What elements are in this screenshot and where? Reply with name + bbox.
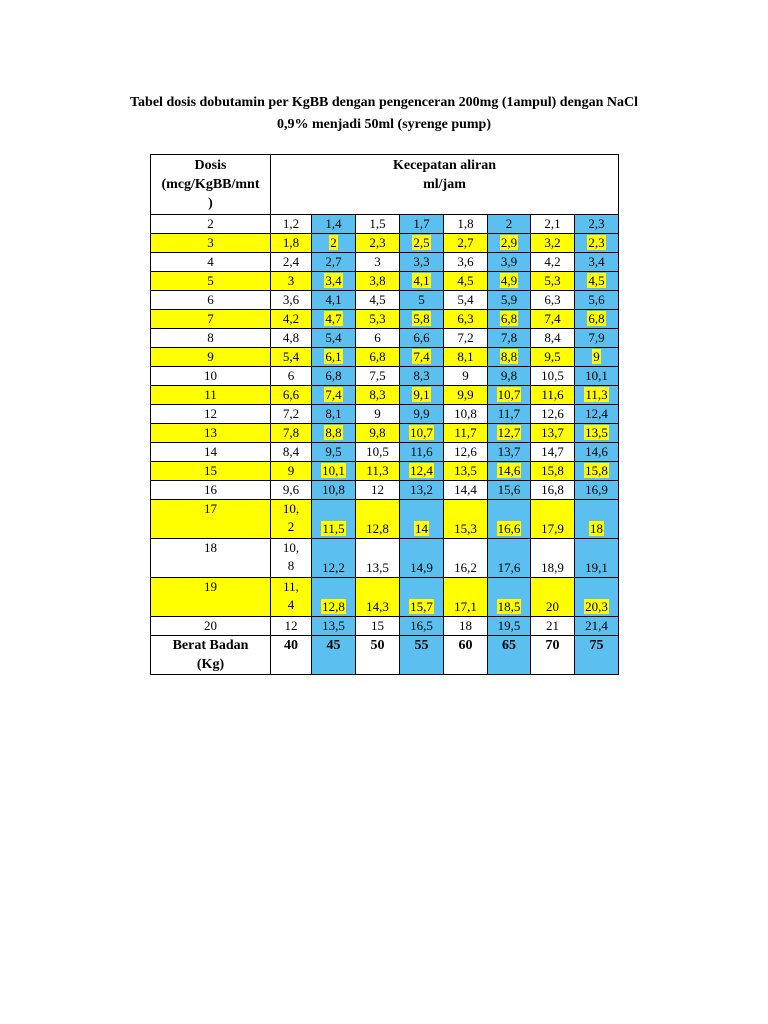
rate-cell [575, 500, 619, 539]
rate-cell [488, 481, 531, 500]
rate-cell: 15,8 [531, 462, 575, 481]
rate-value: 16,6 [497, 521, 521, 536]
rate-value: 18 [590, 521, 603, 536]
rate-value: 14 [415, 521, 428, 536]
rate-cell-line-1: 10, [282, 501, 300, 516]
rate-cell [312, 443, 356, 462]
rate-cell [312, 348, 356, 367]
rate-cell: 9 [271, 462, 312, 481]
rate-cell [312, 500, 356, 539]
rate-cell: 15,3 [444, 500, 488, 539]
rate-cell [400, 272, 444, 291]
rate-cell [312, 215, 356, 234]
table-row [151, 424, 619, 443]
rate-value: 9 [593, 349, 600, 364]
rate-cell: 9,8 [356, 424, 400, 443]
rate-cell [575, 348, 619, 367]
dose-column-header [151, 155, 271, 215]
rate-cell [400, 367, 444, 386]
table-row [151, 291, 619, 310]
rate-cell-line-2: 8 [287, 558, 295, 573]
rate-cell: 8,4 [531, 329, 575, 348]
rate-value: 3,3 [413, 254, 430, 269]
rate-value: 8,8 [500, 349, 518, 364]
rate-value: 13,7 [497, 444, 521, 459]
rate-value: 13,2 [410, 482, 433, 497]
rate-value: 9,5 [325, 444, 342, 459]
weight-cell: 75 [575, 636, 619, 675]
rate-cell: 4,5 [444, 272, 488, 291]
rate-cell: 1,8 [271, 234, 312, 253]
weight-cell: 60 [444, 636, 488, 675]
rate-cell [400, 386, 444, 405]
rate-cell: 1,2 [271, 215, 312, 234]
table-row [151, 215, 619, 234]
rate-cell [312, 539, 356, 578]
rate-value: 2 [330, 235, 337, 250]
rate-value: 10,1 [585, 368, 608, 383]
rate-value: 6,6 [413, 330, 430, 345]
rate-cell: 14,7 [531, 443, 575, 462]
rate-value: 5,6 [588, 292, 605, 307]
rate-cell: 11,6 [531, 386, 575, 405]
rate-cell: 3 [356, 253, 400, 272]
rate-header-line-1: Kecepatan aliran [392, 158, 497, 173]
rate-cell: 10,5 [356, 443, 400, 462]
rate-cell [400, 329, 444, 348]
rate-value: 6,8 [588, 311, 605, 326]
rate-value: 2,7 [325, 254, 342, 269]
rate-value: 7,4 [325, 387, 342, 402]
rate-cell [575, 272, 619, 291]
rate-cell: 20 [531, 578, 575, 617]
rate-cell: 8,1 [444, 348, 488, 367]
rate-value: 9,1 [413, 387, 430, 402]
rate-cell: 6,3 [444, 310, 488, 329]
rate-value: 12,4 [410, 463, 433, 478]
weight-label-line-1: Berat Badan [172, 638, 249, 653]
table-row [151, 253, 619, 272]
rate-cell [488, 253, 531, 272]
rate-cell [400, 424, 444, 443]
rate-cell: 3,6 [444, 253, 488, 272]
rate-cell: 2,1 [531, 215, 575, 234]
rate-cell: 1,8 [444, 215, 488, 234]
rate-cell [488, 234, 531, 253]
rate-value: 19,1 [585, 560, 608, 575]
rate-cell [488, 617, 531, 636]
title-line-1: Tabel dosis dobutamin per KgBB dengan pengenceran 200mg (1ampul) dengan NaCl [130, 95, 638, 110]
rate-value: 9,9 [413, 406, 430, 421]
rate-value: 6,8 [500, 311, 518, 326]
rate-cell [312, 272, 356, 291]
rate-cell [400, 310, 444, 329]
rate-cell: 16,2 [444, 539, 488, 578]
dose-cell: 16 [151, 481, 271, 500]
rate-cell: 13,5 [356, 539, 400, 578]
rate-cell: 2,3 [356, 234, 400, 253]
dose-cell: 13 [151, 424, 271, 443]
rate-value: 9,8 [500, 368, 518, 383]
rate-cell: 5,3 [356, 310, 400, 329]
dose-cell: 17 [151, 500, 271, 539]
rate-value: 11,6 [410, 444, 433, 459]
rate-value: 15,6 [497, 482, 521, 497]
rate-cell: 6,3 [531, 291, 575, 310]
rate-cell [575, 310, 619, 329]
table-row [151, 405, 619, 424]
rate-cell [488, 367, 531, 386]
rate-cell [271, 578, 312, 617]
rate-cell: 6 [271, 367, 312, 386]
rate-cell [400, 234, 444, 253]
rate-cell: 12,8 [356, 500, 400, 539]
rate-cell: 11,3 [356, 462, 400, 481]
rate-value: 19,5 [497, 618, 521, 633]
rate-cell: 16,8 [531, 481, 575, 500]
rate-cell [271, 539, 312, 578]
rate-value: 3,4 [325, 273, 342, 288]
rate-cell [312, 481, 356, 500]
rate-value: 7,4 [413, 349, 430, 364]
rate-cell [488, 443, 531, 462]
rate-value: 10,7 [410, 425, 433, 440]
dose-cell: 19 [151, 578, 271, 617]
rate-value: 12,7 [497, 425, 521, 440]
rate-cell: 4,5 [356, 291, 400, 310]
rate-value: 20,3 [585, 599, 608, 614]
rate-cell [400, 253, 444, 272]
rate-cell: 15 [356, 617, 400, 636]
table-row [151, 443, 619, 462]
rate-cell: 5,4 [444, 291, 488, 310]
dose-header-line-2: (mcg/KgBB/mnt [161, 177, 260, 192]
rate-cell [575, 539, 619, 578]
dose-cell: 8 [151, 329, 271, 348]
rate-cell [488, 348, 531, 367]
rate-cell [575, 234, 619, 253]
rate-cell-line-1: 11, [283, 579, 299, 594]
rate-cell [312, 329, 356, 348]
rate-cell: 4,8 [271, 329, 312, 348]
dose-header-line-1: Dosis [194, 158, 227, 173]
weight-row [151, 636, 619, 675]
rate-value: 10,8 [322, 482, 345, 497]
rate-value: 5,9 [500, 292, 518, 307]
rate-value: 2,3 [588, 216, 605, 231]
dose-header-line-3: ) [208, 196, 213, 211]
rate-cell [488, 500, 531, 539]
rate-value: 7,8 [500, 330, 518, 345]
rate-value: 2,9 [500, 235, 518, 250]
rate-value: 10,7 [497, 387, 521, 402]
dose-cell: 10 [151, 367, 271, 386]
rate-cell: 9 [444, 367, 488, 386]
rate-cell: 2,4 [271, 253, 312, 272]
rate-cell [312, 578, 356, 617]
dose-cell: 12 [151, 405, 271, 424]
rate-value: 5,8 [413, 311, 430, 326]
rate-cell [400, 462, 444, 481]
rate-cell: 7,2 [444, 329, 488, 348]
rate-cell: 3,2 [531, 234, 575, 253]
rate-cell [312, 424, 356, 443]
rate-cell: 8,3 [356, 386, 400, 405]
rate-cell-line-2: 4 [287, 597, 295, 612]
rate-value: 3,9 [500, 254, 518, 269]
rate-cell: 6,6 [271, 386, 312, 405]
rate-cell: 3,6 [271, 291, 312, 310]
rate-value: 12,8 [322, 599, 345, 614]
table-row [151, 481, 619, 500]
dose-cell: 6 [151, 291, 271, 310]
rate-value: 4,7 [325, 311, 342, 326]
rate-cell [575, 367, 619, 386]
rate-cell: 4,2 [531, 253, 575, 272]
rate-cell [488, 310, 531, 329]
weight-cell: 70 [531, 636, 575, 675]
rate-cell [575, 291, 619, 310]
rate-cell: 7,2 [271, 405, 312, 424]
rate-value: 8,3 [413, 368, 430, 383]
rate-cell: 3,8 [356, 272, 400, 291]
rate-value: 2,5 [413, 235, 430, 250]
rate-value: 14,6 [497, 463, 521, 478]
rate-cell: 9,6 [271, 481, 312, 500]
rate-cell: 18,9 [531, 539, 575, 578]
rate-cell: 3 [271, 272, 312, 291]
rate-value: 4,1 [325, 292, 342, 307]
rate-cell [488, 424, 531, 443]
rate-value: 11,3 [585, 387, 608, 402]
rate-cell [312, 310, 356, 329]
rate-cell: 5,4 [271, 348, 312, 367]
rate-cell: 12,6 [444, 443, 488, 462]
rate-cell: 12,6 [531, 405, 575, 424]
rate-cell [575, 578, 619, 617]
rate-value: 11,7 [497, 406, 521, 421]
rate-cell: 6,8 [356, 348, 400, 367]
rate-value: 4,9 [500, 273, 518, 288]
dose-cell: 2 [151, 215, 271, 234]
rate-value: 21,4 [585, 618, 608, 633]
rate-cell [312, 253, 356, 272]
rate-value: 11,5 [322, 521, 345, 536]
weight-cell: 45 [312, 636, 356, 675]
rate-cell [400, 539, 444, 578]
rate-cell: 9,5 [531, 348, 575, 367]
dose-cell: 18 [151, 539, 271, 578]
rate-cell: 1,5 [356, 215, 400, 234]
dose-cell: 4 [151, 253, 271, 272]
rate-cell: 18 [444, 617, 488, 636]
table-row [151, 310, 619, 329]
rate-cell [312, 234, 356, 253]
rate-cell [400, 291, 444, 310]
rate-cell [488, 215, 531, 234]
rate-cell [312, 291, 356, 310]
dose-cell: 11 [151, 386, 271, 405]
rate-value: 17,6 [497, 560, 521, 575]
rate-value: 6,1 [325, 349, 342, 364]
rate-cell [575, 386, 619, 405]
table-row [151, 617, 619, 636]
rate-cell: 9,9 [444, 386, 488, 405]
rate-value: 5,4 [325, 330, 342, 345]
rate-value: 10,1 [322, 463, 345, 478]
dose-cell: 9 [151, 348, 271, 367]
rate-value: 1,7 [413, 216, 430, 231]
rate-cell [575, 405, 619, 424]
table-body [151, 215, 619, 636]
rate-cell [312, 462, 356, 481]
rate-value: 8,8 [325, 425, 342, 440]
rate-header-line-2: ml/jam [423, 177, 466, 192]
rate-cell: 12 [271, 617, 312, 636]
rate-cell: 4,2 [271, 310, 312, 329]
rate-value: 15,8 [585, 463, 608, 478]
rate-value: 7,9 [588, 330, 605, 345]
rate-cell [312, 386, 356, 405]
rate-cell [488, 462, 531, 481]
rate-cell-line-1: 10, [282, 540, 300, 555]
rate-cell [575, 329, 619, 348]
rate-cell: 7,4 [531, 310, 575, 329]
weight-label-line-2: (Kg) [196, 657, 225, 672]
dose-cell: 15 [151, 462, 271, 481]
rate-cell [488, 272, 531, 291]
rate-value: 2 [505, 216, 513, 231]
dose-cell: 7 [151, 310, 271, 329]
rate-value: 16,5 [410, 618, 433, 633]
rate-value: 3,4 [588, 254, 605, 269]
rate-cell: 7,5 [356, 367, 400, 386]
rate-cell [575, 617, 619, 636]
rate-cell [488, 539, 531, 578]
weight-cell: 40 [271, 636, 312, 675]
rate-cell [575, 215, 619, 234]
rate-cell: 12 [356, 481, 400, 500]
rate-value: 2,3 [588, 235, 605, 250]
rate-cell: 13,5 [444, 462, 488, 481]
dose-cell: 3 [151, 234, 271, 253]
rate-cell [575, 481, 619, 500]
rate-value: 18,5 [497, 599, 521, 614]
rate-cell [488, 578, 531, 617]
rate-cell [488, 405, 531, 424]
table-row [151, 348, 619, 367]
rate-cell: 17,9 [531, 500, 575, 539]
rate-cell [400, 405, 444, 424]
rate-cell: 14,4 [444, 481, 488, 500]
rate-value: 15,7 [410, 599, 433, 614]
rate-value: 4,1 [413, 273, 430, 288]
rate-cell: 9 [356, 405, 400, 424]
rate-value: 13,5 [322, 618, 345, 633]
rate-cell [271, 500, 312, 539]
rate-cell [575, 462, 619, 481]
document-title [100, 92, 668, 136]
rate-cell: 10,8 [444, 405, 488, 424]
rate-cell: 2,7 [444, 234, 488, 253]
rate-value: 4,5 [588, 273, 605, 288]
rate-value: 14,6 [585, 444, 608, 459]
rate-cell: 5,3 [531, 272, 575, 291]
rate-cell: 17,1 [444, 578, 488, 617]
weight-cell: 65 [488, 636, 531, 675]
dose-cell: 14 [151, 443, 271, 462]
rate-cell: 6 [356, 329, 400, 348]
rate-cell: 14,3 [356, 578, 400, 617]
table-row [151, 500, 619, 539]
rate-cell [400, 215, 444, 234]
rate-cell: 8,4 [271, 443, 312, 462]
rate-cell [488, 291, 531, 310]
rate-cell [400, 617, 444, 636]
rate-cell [400, 348, 444, 367]
rate-cell [400, 443, 444, 462]
rate-value: 12,4 [585, 406, 608, 421]
rate-value: 1,4 [325, 216, 342, 231]
rate-cell: 13,7 [531, 424, 575, 443]
weight-cell: 50 [356, 636, 400, 675]
rate-cell [312, 617, 356, 636]
rate-cell: 7,8 [271, 424, 312, 443]
rate-cell [575, 424, 619, 443]
rate-cell [488, 386, 531, 405]
weight-row-label [151, 636, 271, 675]
rate-cell [488, 329, 531, 348]
rate-cell [312, 367, 356, 386]
rate-cell [400, 578, 444, 617]
table-row [151, 386, 619, 405]
table-row [151, 234, 619, 253]
rate-value: 12,2 [322, 560, 345, 575]
dose-cell: 5 [151, 272, 271, 291]
rate-cell: 21 [531, 617, 575, 636]
rate-value: 6,8 [325, 368, 342, 383]
rate-value: 14,9 [410, 560, 433, 575]
rate-cell [575, 443, 619, 462]
rate-cell-line-2: 2 [287, 519, 295, 534]
rate-cell: 10,5 [531, 367, 575, 386]
rate-column-header [271, 155, 619, 215]
title-line-2: 0,9% menjadi 50ml (syrenge pump) [276, 117, 492, 132]
table-row [151, 367, 619, 386]
rate-cell [400, 481, 444, 500]
table-row [151, 539, 619, 578]
rate-cell [312, 405, 356, 424]
rate-value: 5 [418, 292, 425, 307]
table-row [151, 578, 619, 617]
table-row [151, 462, 619, 481]
table-row [151, 329, 619, 348]
table-row [151, 272, 619, 291]
rate-cell [400, 500, 444, 539]
dose-table [150, 154, 619, 675]
rate-value: 16,9 [585, 482, 608, 497]
rate-value: 13,5 [585, 425, 608, 440]
dose-cell: 20 [151, 617, 271, 636]
weight-cell: 55 [400, 636, 444, 675]
rate-cell: 11,7 [444, 424, 488, 443]
rate-value: 8,1 [325, 406, 342, 421]
rate-cell [575, 253, 619, 272]
